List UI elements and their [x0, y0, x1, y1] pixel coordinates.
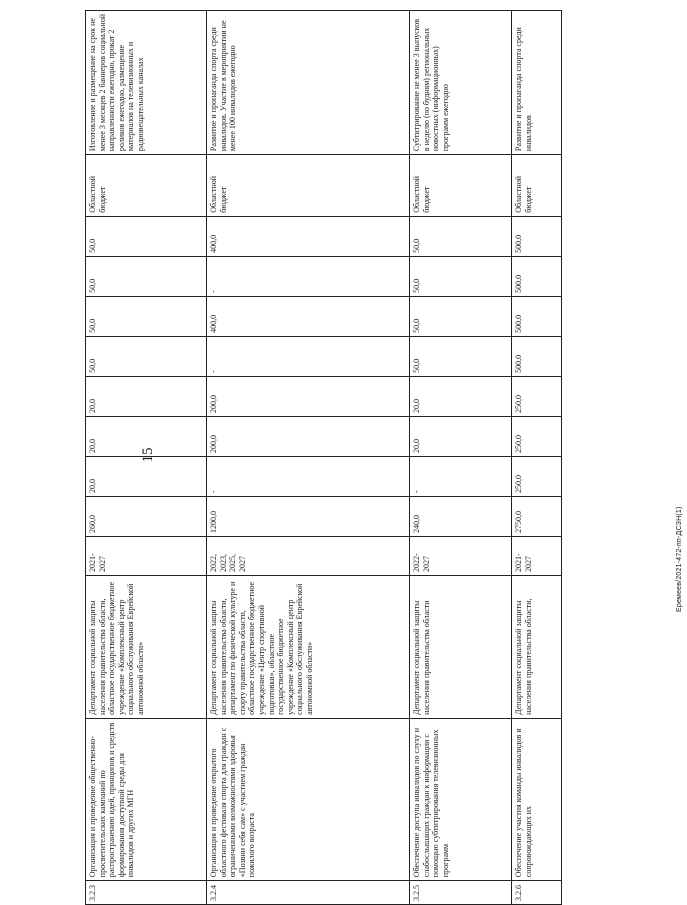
year-2025-cell: 50,0	[410, 296, 512, 336]
year-2026-cell: 50,0	[410, 256, 512, 296]
activity-cell: Организация и проведение открытого областного фестиваля спорта для граждан с ограниченными возможностями здоровья «Позвни себя сам» с участием граждан пожилого возраста	[207, 718, 410, 880]
year-2027-cell: 400,0	[207, 216, 410, 256]
total-cell: 240,0	[410, 497, 512, 537]
year-2025-cell: 500,0	[512, 296, 562, 336]
row-number: 3.2.3	[86, 881, 207, 905]
total-cell: 2750,0	[512, 497, 562, 537]
year-2023-cell: 200,0	[207, 376, 410, 416]
years-cell: 2022, 2023, 2025, 2027	[207, 537, 410, 576]
source-cell: Областной бюджет	[86, 155, 207, 217]
year-2023-cell: 250,0	[512, 376, 562, 416]
table-row	[512, 11, 562, 905]
table-row	[410, 11, 512, 905]
year-2025-cell: 400,0	[207, 296, 410, 336]
total-cell: 1200,0	[207, 497, 410, 537]
year-2024-cell: -	[207, 336, 410, 376]
result-cell: Развитие и пропаганда спорта среди инвалидов	[512, 11, 562, 155]
executor-cell: Департамент социальной защиты населения правительства области, департамент по физической культуре и спорту правительства области, областное государственное бюджетное учреждение «Центр спортивной подготовки», областное государственное бюджетное учреждение «Комплексный центр социального обслуживания Еврейской автономной области»	[207, 576, 410, 719]
year-2022-cell: 200,0	[207, 416, 410, 456]
year-2023-cell: 20,0	[86, 376, 207, 416]
activity-cell: Организация и проведение общественно-просветительских кампаний по распространению идей, принципов и средств формирования доступной среды для инвалидов и других МГН	[86, 718, 207, 880]
result-cell: Изготовление и размещение на срок не менее 3 месяцев 2 баннеров социальной направленности ежегодно, прокат 2 роликов ежегодно, размещение материалов на телевизионных и радиовещательных каналах	[86, 11, 207, 155]
program-measures-table	[85, 10, 562, 905]
year-2025-cell: 50,0	[86, 296, 207, 336]
year-2026-cell: 50,0	[86, 256, 207, 296]
year-2021-cell: -	[410, 456, 512, 496]
source-cell: Областной бюджет	[207, 155, 410, 217]
executor-cell: Департамент социальной защиты населения правительства области, областное государственное бюджетное учреждение «Комплексный центр социального обслуживания Еврейской автономной области»	[86, 576, 207, 719]
year-2021-cell: -	[207, 456, 410, 496]
rotated-table-container	[85, 0, 625, 905]
table-row	[86, 11, 207, 905]
page-number: 15	[140, 447, 156, 463]
result-cell: Развитие и пропаганда спорта среди инвалидов. Участие в мероприятии не менее 100 инвалидов ежегодно	[207, 11, 410, 155]
years-cell: 2021- 2027	[86, 537, 207, 576]
year-2022-cell: 20,0	[410, 416, 512, 456]
years-cell: 2022- 2027	[410, 537, 512, 576]
year-2022-cell: 250,0	[512, 416, 562, 456]
year-2024-cell: 50,0	[410, 336, 512, 376]
activity-cell: Обеспечение доступа инвалидов по слуху и слабослышащих граждан к информации с помощью субтитрирования телевизионных программ	[410, 718, 512, 880]
total-cell: 260,0	[86, 497, 207, 537]
activity-cell: Обеспечение участия команды инвалидов и сопровождающих их	[512, 718, 562, 880]
years-cell: 2021- 2027	[512, 537, 562, 576]
year-2024-cell: 50,0	[86, 336, 207, 376]
executor-cell: Департамент социальной защиты населения правительства области	[410, 576, 512, 719]
year-2026-cell: -	[207, 256, 410, 296]
year-2027-cell: 50,0	[86, 216, 207, 256]
table-row	[207, 11, 410, 905]
document-code: Еремеев/2021-472-пп-ДСЗН(1)	[676, 506, 683, 612]
result-cell: Субтитрирование не менее 3 выпусков в неделю (по будням) региональных новостных (информационных) программ ежегодно	[410, 11, 512, 155]
year-2027-cell: 50,0	[410, 216, 512, 256]
year-2026-cell: 500,0	[512, 256, 562, 296]
year-2021-cell: 250,0	[512, 456, 562, 496]
row-number: 3.2.4	[207, 881, 410, 905]
year-2023-cell: 20,0	[410, 376, 512, 416]
executor-cell: Департамент социальной защиты населения правительства области,	[512, 576, 562, 719]
year-2022-cell: 20,0	[86, 416, 207, 456]
row-number: 3.2.5	[410, 881, 512, 905]
row-number: 3.2.6	[512, 881, 562, 905]
source-cell: Областной бюджет	[512, 155, 562, 217]
source-cell: Областной бюджет	[410, 155, 512, 217]
year-2021-cell: 20,0	[86, 456, 207, 496]
scanned-table-page	[85, 0, 625, 905]
year-2024-cell: 500,0	[512, 336, 562, 376]
year-2027-cell: 500,0	[512, 216, 562, 256]
